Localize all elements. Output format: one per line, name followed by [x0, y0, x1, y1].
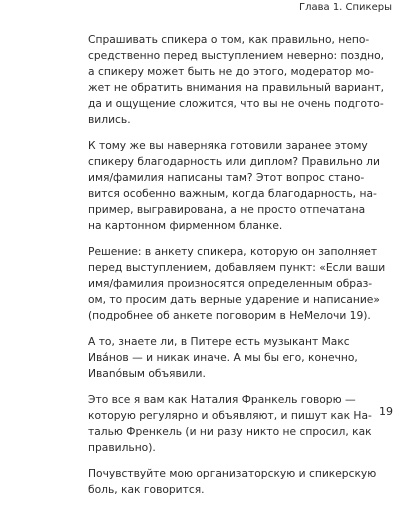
- text-line: правильно).: [88, 441, 156, 454]
- text-line: А то, знаете ли, в Питере есть музыкант Макс: [88, 335, 350, 348]
- text-line: Спрашивать спикера о том, как правильно, непо-: [88, 33, 370, 46]
- paragraph: [88, 244, 386, 324]
- page-number: 19: [379, 405, 393, 418]
- text-line: имя/фамилия написаны там? Этот вопрос стано-: [88, 171, 365, 184]
- text-line: которую регулярно и объявляют, и пишут как На-: [88, 409, 372, 422]
- paragraph: [88, 334, 358, 382]
- paragraph: [88, 466, 377, 498]
- paragraph: [88, 392, 372, 456]
- text-line: (подробнее об анкете поговорим в НеМелочи 19).: [88, 309, 371, 322]
- text-line: средственно перед выступлением неверно: поздно,: [88, 49, 385, 62]
- text-line: К тому же вы наверняка готовили заранее этому: [88, 139, 368, 152]
- text-line: талью Френкель (и ни разу никто не спросил, как: [88, 425, 372, 438]
- text-line: жет не обратить внимания на правильный вариант,: [88, 81, 385, 94]
- paragraph: [88, 32, 385, 128]
- paragraph: [88, 138, 380, 234]
- text-line: Иваnóвым объявили.: [88, 367, 206, 380]
- text-line: Почувствуйте мою организаторскую и спикерскую: [88, 467, 377, 480]
- text-line: а спикеру может быть не до этого, модератор мо-: [88, 65, 374, 78]
- text-line: боль, как говорится.: [88, 483, 205, 496]
- text-line: Ива́нов — и никак иначе. А мы бы его, конечно,: [88, 351, 358, 364]
- text-line: спикеру благодарность или диплом? Правильно ли: [88, 155, 380, 168]
- text-line: перед выступлением, добавляем пункт: «Если ваши: [88, 261, 386, 274]
- text-line: вились.: [88, 113, 131, 126]
- text-line: Это все я вам как Наталия Франкель говорю —: [88, 393, 356, 406]
- body-text: [88, 32, 386, 508]
- text-line: на картонном фирменном бланке.: [88, 219, 283, 232]
- text-line: вится особенно важным, когда благодарность, на-: [88, 187, 377, 200]
- text-line: Решение: в анкету спикера, которую он заполняет: [88, 245, 378, 258]
- text-line: имя/фамилия произносятся определенным образ-: [88, 277, 373, 290]
- text-line: ом, то просим дать верные ударение и написание»: [88, 293, 380, 306]
- text-line: да и ощущение сложится, что вы не очень подгото-: [88, 97, 384, 110]
- text-line: пример, выгравирована, а не просто отпечатана: [88, 203, 366, 216]
- running-header: Глава 1. Спикеры: [299, 2, 392, 13]
